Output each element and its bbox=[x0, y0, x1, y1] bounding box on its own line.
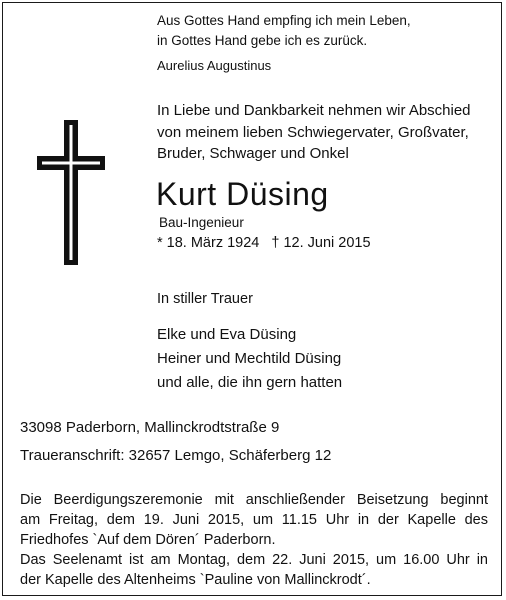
quote-line: in Gottes Hand gebe ich es zurück. bbox=[157, 33, 368, 48]
farewell-line: Bruder, Schwager und Onkel bbox=[157, 145, 349, 162]
life-dates bbox=[157, 233, 371, 253]
latin-cross-icon bbox=[37, 120, 105, 265]
mourning-address: Traueranschrift: 32657 Lemgo, Schäferberg 12 bbox=[20, 447, 332, 464]
farewell-line: In Liebe und Dankbarkeit nehmen wir Abschied bbox=[157, 102, 471, 119]
details-line: Die Beerdigungszeremonie mit anschließender Beisetzung beginnt bbox=[20, 492, 488, 508]
farewell-line: von meinem lieben Schwiegervater, Großvater, bbox=[157, 123, 469, 141]
mourner-entry: und alle, die ihn gern hatten bbox=[157, 374, 343, 391]
quote-line: Aus Gottes Hand empfing ich mein Leben, bbox=[157, 13, 411, 28]
deceased-name: Kurt Düsing bbox=[156, 176, 329, 212]
mourner-entry: Elke und Eva Düsing bbox=[157, 326, 297, 343]
bible-quote bbox=[157, 11, 411, 51]
deceased-profession: Bau-Ingenieur bbox=[159, 215, 244, 230]
details-line: der Kapelle des Altenheims `Pauline von Mallinckrodt´. bbox=[20, 572, 371, 588]
quote-author: Aurelius Augustinus bbox=[157, 58, 272, 73]
farewell-text bbox=[157, 100, 471, 165]
death-date: † 12. Juni 2015 bbox=[271, 235, 371, 251]
details-line: Friedhofes `Auf dem Dören´ Paderborn. bbox=[20, 532, 276, 548]
mourner-entry: Heiner und Mechtild Düsing bbox=[157, 350, 342, 367]
mourners-list bbox=[157, 323, 342, 395]
details-line: am Freitag, dem 19. Juni 2015, um 11.15 Uhr in der Kapelle des bbox=[20, 512, 488, 528]
details-line: Das Seelenamt ist am Montag, dem 22. Juni 2015, um 16.00 Uhr in bbox=[20, 552, 488, 568]
funeral-details bbox=[20, 490, 488, 590]
mourning-heading: In stiller Trauer bbox=[157, 291, 253, 307]
home-address: 33098 Paderborn, Mallinckrodtstraße 9 bbox=[20, 419, 280, 436]
birth-date: * 18. März 1924 bbox=[157, 235, 260, 251]
